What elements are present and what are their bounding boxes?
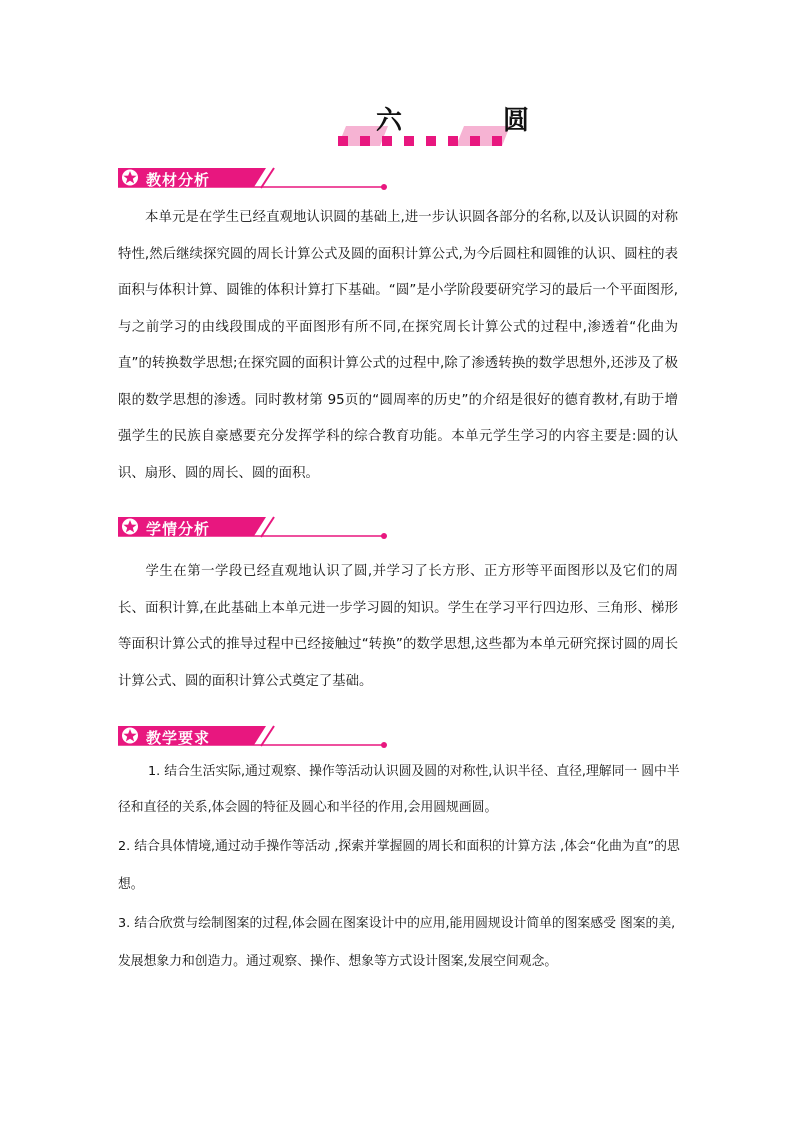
star-icon xyxy=(122,519,138,535)
requirement-item: 3. 结合欣赏与绘制图案的过程,体会圆在图案设计中的应用,能用圆规设计简单的图案感受 图案的美,发展想象力和创造力。通过观察、操作、想象等方式设计图案,发展空间观念。 xyxy=(118,916,676,969)
section-paragraph: 学生在第一学段已经直观地认识了圆,并学习了长方形、正方形等平面图形以及它们的周长、面积计算,在此基础上本单元进一步学习圆的知识。学生在学习平行四边形、三角形、梯形等面积计算公式的推导过程中已经接触过“转换”的数学思想,这些都为本单元研究探讨圆的周长计算公式、圆的面积计算公式奠定了基础。 xyxy=(118,564,678,689)
section-header-teaching-requirements xyxy=(118,724,388,752)
star-icon xyxy=(122,170,138,186)
chapter-title-block xyxy=(324,96,576,162)
chapter-title: 六 圆 xyxy=(376,106,576,136)
requirement-item: 2. 结合具体情境,通过动手操作等活动 ,探索并掌握圆的周长和面积的计算方法 ,体会“化曲为直”的思想。 xyxy=(118,839,680,892)
section-header-label: 教材分析 xyxy=(146,171,211,189)
section-header-learning-analysis xyxy=(118,515,388,543)
star-icon xyxy=(122,728,138,744)
requirement-item: 1. 结合生活实际,通过观察、操作等活动认识圆及圆的对称性,认识半径、直径,理解同一 圆中半径和直径的关系,体会圆的特征及圆心和半径的作用,会用圆规画圆。 xyxy=(118,764,680,815)
section-header-label: 学情分析 xyxy=(146,520,211,538)
section-paragraph: 本单元是在学生已经直观地认识圆的基础上,进一步认识圆各部分的名称,以及认识圆的对称特性,然后继续探究圆的周长计算公式及圆的面积计算公式,为今后圆柱和圆锥的认识、圆柱的表面积与体积计算、圆锥的体积计算打下基础。“圆”是小学阶段要研究学习的最后一个平面图形,与之前学习的由线段围成的平面图形有所不同,在探究周长计算公式的过程中,渗透着“化曲为直”的转换数学思想;在探究圆的面积计算公式的过程中,除了渗透转换的数学思想外,还涉及了极限的数学思想的渗透。同时教材第 95页的“圆周率的历史”的介绍是很好的德育教材,有助于增强学生的民族自豪感要充分发挥学科的综合教育功能。本单元学生学习的内容主要是:圆的认识、扇形、圆的周长、圆的面积。 xyxy=(118,210,678,481)
section-header-textbook-analysis xyxy=(118,166,388,194)
section-header-label: 教学要求 xyxy=(146,729,211,747)
